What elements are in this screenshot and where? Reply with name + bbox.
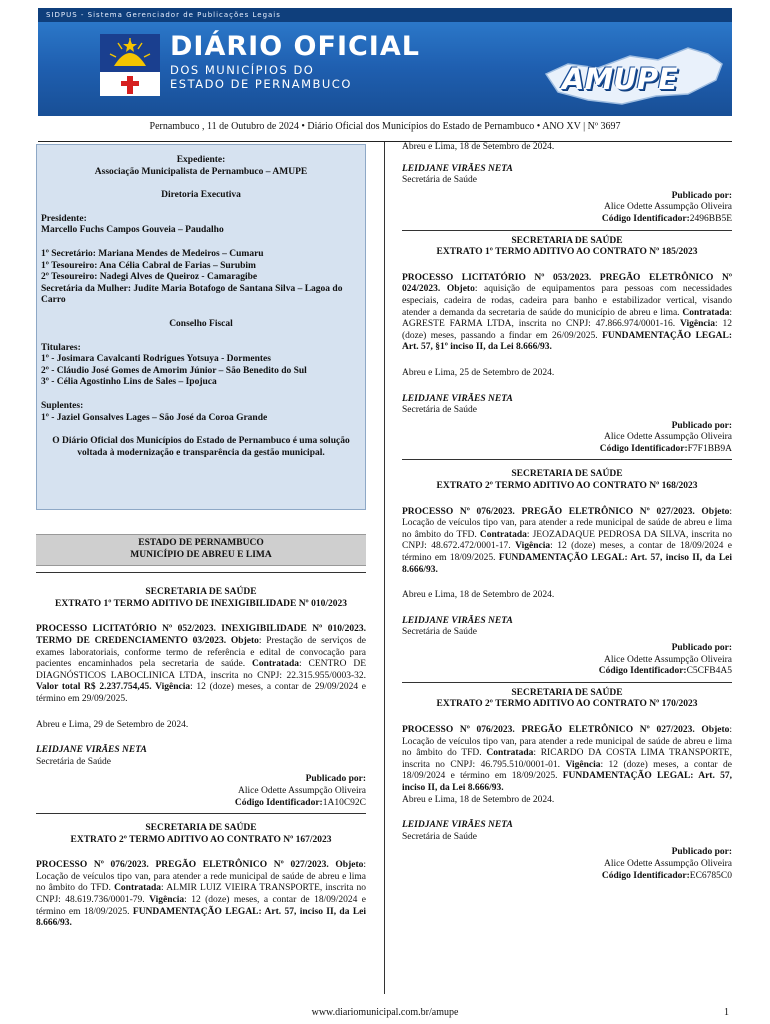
publication-date: Abreu e Lima, 29 de Setembro de 2024. [36,719,189,730]
publication-secretaria: SECRETARIA DE SAÚDE [511,469,623,480]
process-lead: PROCESSO Nº 076/2023. PREGÃO ELETRÔNICO Nº 027/2023. [402,506,695,517]
publication-secretaria: SECRETARIA DE SAÚDE [511,235,623,246]
municipality-name: MUNICÍPIO DE ABREU E LIMA [130,549,272,560]
contratada-label: Contratada [486,748,534,759]
publication-body [402,273,732,354]
signer-role: Secretária de Saúde [402,175,477,186]
newspaper-subtitle-2: ESTADO DE PERNAMBUCO [170,77,352,91]
expediente-footer: O Diário Oficial dos Municípios do Estado de Pernambuco é uma solução voltada à modernização e transparência da gestão municipal. [52,436,350,458]
signer-role: Secretária de Saúde [402,831,477,842]
objeto-text: : aquisição de equipamentos para pessoas com necessidades especiais, cadeira de rodas, cadeira para banho e estabilizador vertical, visando atender a demanda da secretaria de saúde do município de abreu e lima. [402,284,732,318]
code-label: Código Identificador: [601,213,690,224]
identifier-code: 2496BB5E [689,213,732,224]
publication-title: EXTRATO 2º TERMO ADITIVO AO CONTRATO Nº 167/2023 [70,834,332,845]
published-by-label: Publicado por: [671,847,732,858]
expediente-title: Expediente: [176,155,226,165]
signer-role: Secretária de Saúde [402,405,477,416]
vigencia-text: : 12 (doze) meses, a contar de 29/09/2024 e término em 29/09/2025. [36,682,366,704]
published-by-name: Alice Odette Assumpção Oliveira [604,432,732,443]
vigencia-text: : 12 (doze) meses, passando a findar em 26/09/2025. [402,319,732,341]
vigencia-label: Vigência [679,319,715,330]
signer-name: LEIDJANE VIRÃES NETA [402,393,513,404]
published-by-name: Alice Odette Assumpção Oliveira [238,785,366,796]
expediente-box [36,144,366,510]
process-lead: PROCESSO Nº 076/2023. PREGÃO ELETRÔNICO Nº 027/2023. [402,724,695,735]
amupe-logo: AMUPE [562,62,678,96]
process-lead: PROCESSO LICITATÓRIO Nº 053/2023. PREGÃO ELETRÔNICO Nº 024/2023. Objeto [402,272,732,295]
objeto-text: : Prestação de serviços de exames laboratoriais, conforme termo de referência e edital de convocação para pacientes encaminhados pela secretaria de saúde. [36,635,367,670]
identifier-code: C5CFB4A5 [686,666,732,677]
publication-secretaria: SECRETARIA DE SAÚDE [145,587,257,598]
fundamentacao-text: FUNDAMENTAÇÃO LEGAL: Art. 57, inciso II, da Lei 8.666/93. [402,553,733,575]
vigencia-label: Vigência [565,759,601,770]
publication-date: Abreu e Lima, 25 de Setembro de 2024. [402,367,555,378]
valor-text: Valor total R$ 2.237.754,45. Vigência [36,682,191,693]
titular-line: 1º - Josimara Cavalcanti Rodrigues Yotsuya - Dormentes [41,354,271,365]
process-lead: PROCESSO LICITATÓRIO Nº 052/2023. INEXIGIBILIDADE Nº 010/2023. TERMO DE CREDENCIAMENTO 03/2023. [36,624,366,646]
newspaper-subtitle-1: DOS MUNICÍPIOS DO [170,63,315,77]
signer-name: LEIDJANE VIRÃES NETA [402,615,513,626]
published-by-name: Alice Odette Assumpção Oliveira [604,202,732,213]
publication-title: EXTRATO 2º TERMO ADITIVO AO CONTRATO Nº 168/2023 [436,481,698,492]
published-by-label: Publicado por: [671,643,732,653]
conselho-heading: Conselho Fiscal [169,318,233,329]
publication-body [402,507,732,577]
footer-url-link[interactable]: www.diariomunicipal.com.br/amupe [311,1007,459,1018]
titular-line: 2º - Cláudio José Gomes de Amorim Júnior – São Benedito do Sul [41,365,307,376]
suplente-line: 1º - Jaziel Gonsalves Lages – São José da Coroa Grande [41,412,268,423]
objeto-label: Objeto [701,724,730,735]
vigencia-text: : 12 (doze) meses, a contar de 18/09/2024 e término em 18/09/2025. [402,759,732,782]
identifier-code: 1A10C92C [322,797,366,808]
newspaper-title: DIÁRIO OFICIAL [170,31,420,62]
vigencia-text: : 12 (doze) meses, a contar de 18/09/2024 e término em 18/09/2025. [402,541,733,564]
fundamentacao-text: FUNDAMENTAÇÃO LEGAL: Art. 57, §1º inciso II, da Lei 8.666/93. [402,330,732,353]
contratada-label: Contratada [682,307,730,318]
fundamentacao-text: FUNDAMENTAÇÃO LEGAL: Art. 57, inciso II, da Lei 8.666/93. [36,906,367,929]
pernambuco-flag-emblem [94,30,166,102]
published-by-label: Publicado por: [671,420,732,431]
diretoria-heading: Diretoria Executiva [161,190,241,201]
contratada-label: Contratada [479,529,527,540]
right-column [402,142,732,882]
contratada-text: : ALMIR LUIZ VIEIRA TRANSPORTE, inscrita no CNPJ: 48.619.736/0001-79. [36,883,366,906]
vigencia-label: Vigência [515,541,551,552]
code-label: Código Identificador: [234,797,323,808]
contratada-label: Contratada [252,659,299,670]
objeto-label: Objeto [701,506,730,517]
publication-date: Abreu e Lima, 18 de Setembro de 2024. [402,794,555,805]
publication-body [402,725,732,795]
column-divider [384,142,385,994]
fundamentacao-text: FUNDAMENTAÇÃO LEGAL: Art. 57, inciso II, da Lei 8.666/93. [402,771,732,793]
publication-title: EXTRATO 1º TERMO ADITIVO AO CONTRATO Nº 185/2023 [436,247,698,258]
publication-secretaria: SECRETARIA DE SAÚDE [145,823,257,834]
contratada-label: Contratada [114,883,162,894]
contratada-text: : CENTRO DE DIAGNÓSTICOS LABOCLINICA LTDA, inscrita no CNPJ: 22.315.955/0003-32. [36,659,366,681]
code-label: Código Identificador: [599,443,688,454]
objeto-text: : Locação de veículos tipo van, para atender a rede municipal de saúde de abreu e lima no âmbito do TFD. [36,860,367,894]
member-line: 1º Secretário: Mariana Mendes de Medeiros – Cumaru [41,248,264,259]
contratada-text: : JEOZADAQUE PEDROSA DA SILVA, inscrita no CNPJ: 48.672.472/0001-17. [402,529,732,552]
presidente-name: Marcello Fuchs Campos Gouveia – Paudalho [41,225,224,236]
code-label: Código Identificador: [598,666,687,677]
objeto-label: Objeto [335,860,364,871]
page-number: 1 [724,1007,729,1018]
member-line: Secretária da Mulher: Judite Maria Botafogo de Santana Silva – Lagoa do Carro [41,283,343,306]
signer-name: LEIDJANE VIRÃES NETA [36,745,147,756]
signer-name: LEIDJANE VIRÃES NETA [402,820,513,831]
publication-secretaria: SECRETARIA DE SAÚDE [511,687,623,698]
publication-body [36,860,366,930]
contratada-text: : AGRESTE FARMA LTDA, inscrita no CNPJ: 47.866.974/0001-16. [402,307,732,330]
state-name: ESTADO DE PERNAMBUCO [138,538,264,548]
published-by-label: Publicado por: [671,190,732,201]
vigencia-text: : 12 (doze) meses, a contar de 18/09/2024 e término em 18/09/2025. [36,895,367,917]
publication-title: EXTRATO 2º TERMO ADITIVO AO CONTRATO Nº 170/2023 [436,699,698,710]
code-label: Código Identificador: [601,870,690,881]
process-lead: PROCESSO Nº 076/2023. PREGÃO ELETRÔNICO Nº 027/2023. [36,860,329,871]
presidente-label: Presidente: [41,213,87,224]
expediente-org: Associação Municipalista de Pernambuco – AMUPE [94,166,308,177]
titulares-label: Titulares: [41,342,81,353]
contratada-text: : RICARDO DA COSTA LIMA TRANSPORTE, inscrita no CNPJ: 46.795.510/0001-01. [402,748,732,770]
signer-role: Secretária de Saúde [36,756,111,767]
objeto-text: : Locação de veículos tipo van, para atender a rede municipal de saúde de abreu e lima no âmbito do TFD. [402,724,733,759]
publication-body [36,624,366,705]
signer-role: Secretária de Saúde [402,627,477,638]
left-column [36,144,366,930]
suplentes-label: Suplentes: [41,400,84,411]
header-banner [38,8,732,116]
identifier-code: F7F1BB9A [687,443,732,454]
titular-line: 3º - Célia Agostinho Lins de Sales – Ipojuca [41,377,217,388]
banner-topline: SIDPUS - Sistema Gerenciador de Publicações Legais [38,8,732,22]
vigencia-label: Vigência [149,895,185,906]
identifier-code: EC6785C0 [689,870,732,881]
member-line: 1º Tesoureiro: Ana Célia Cabral de Farias – Surubim [41,260,256,271]
published-by-name: Alice Odette Assumpção Oliveira [604,858,732,869]
objeto-text: : Locação de veículos tipo van, para atender a rede municipal de saúde de abreu e lima no âmbito do TFD. [402,506,733,540]
member-line: 2º Tesoureiro: Nadegi Alves de Queiroz - Camaragibe [41,272,258,283]
publication-date: Abreu e Lima, 18 de Setembro de 2024. [402,142,555,152]
published-by-name: Alice Odette Assumpção Oliveira [604,654,732,665]
publication-title: EXTRATO 1º TERMO ADITIVO DE INEXIGIBILIDADE Nº 010/2023 [55,598,347,609]
edition-info-line: Pernambuco , 11 de Outubro de 2024 • Diário Oficial dos Municípios do Estado de Pernambuco • ANO XV | Nº 3697 [38,120,732,142]
signer-name: LEIDJANE VIRÃES NETA [402,163,513,174]
publication-date: Abreu e Lima, 18 de Setembro de 2024. [402,590,555,601]
municipality-header [36,534,366,566]
published-by-label: Publicado por: [305,774,366,785]
objeto-label: Objeto [230,635,259,646]
